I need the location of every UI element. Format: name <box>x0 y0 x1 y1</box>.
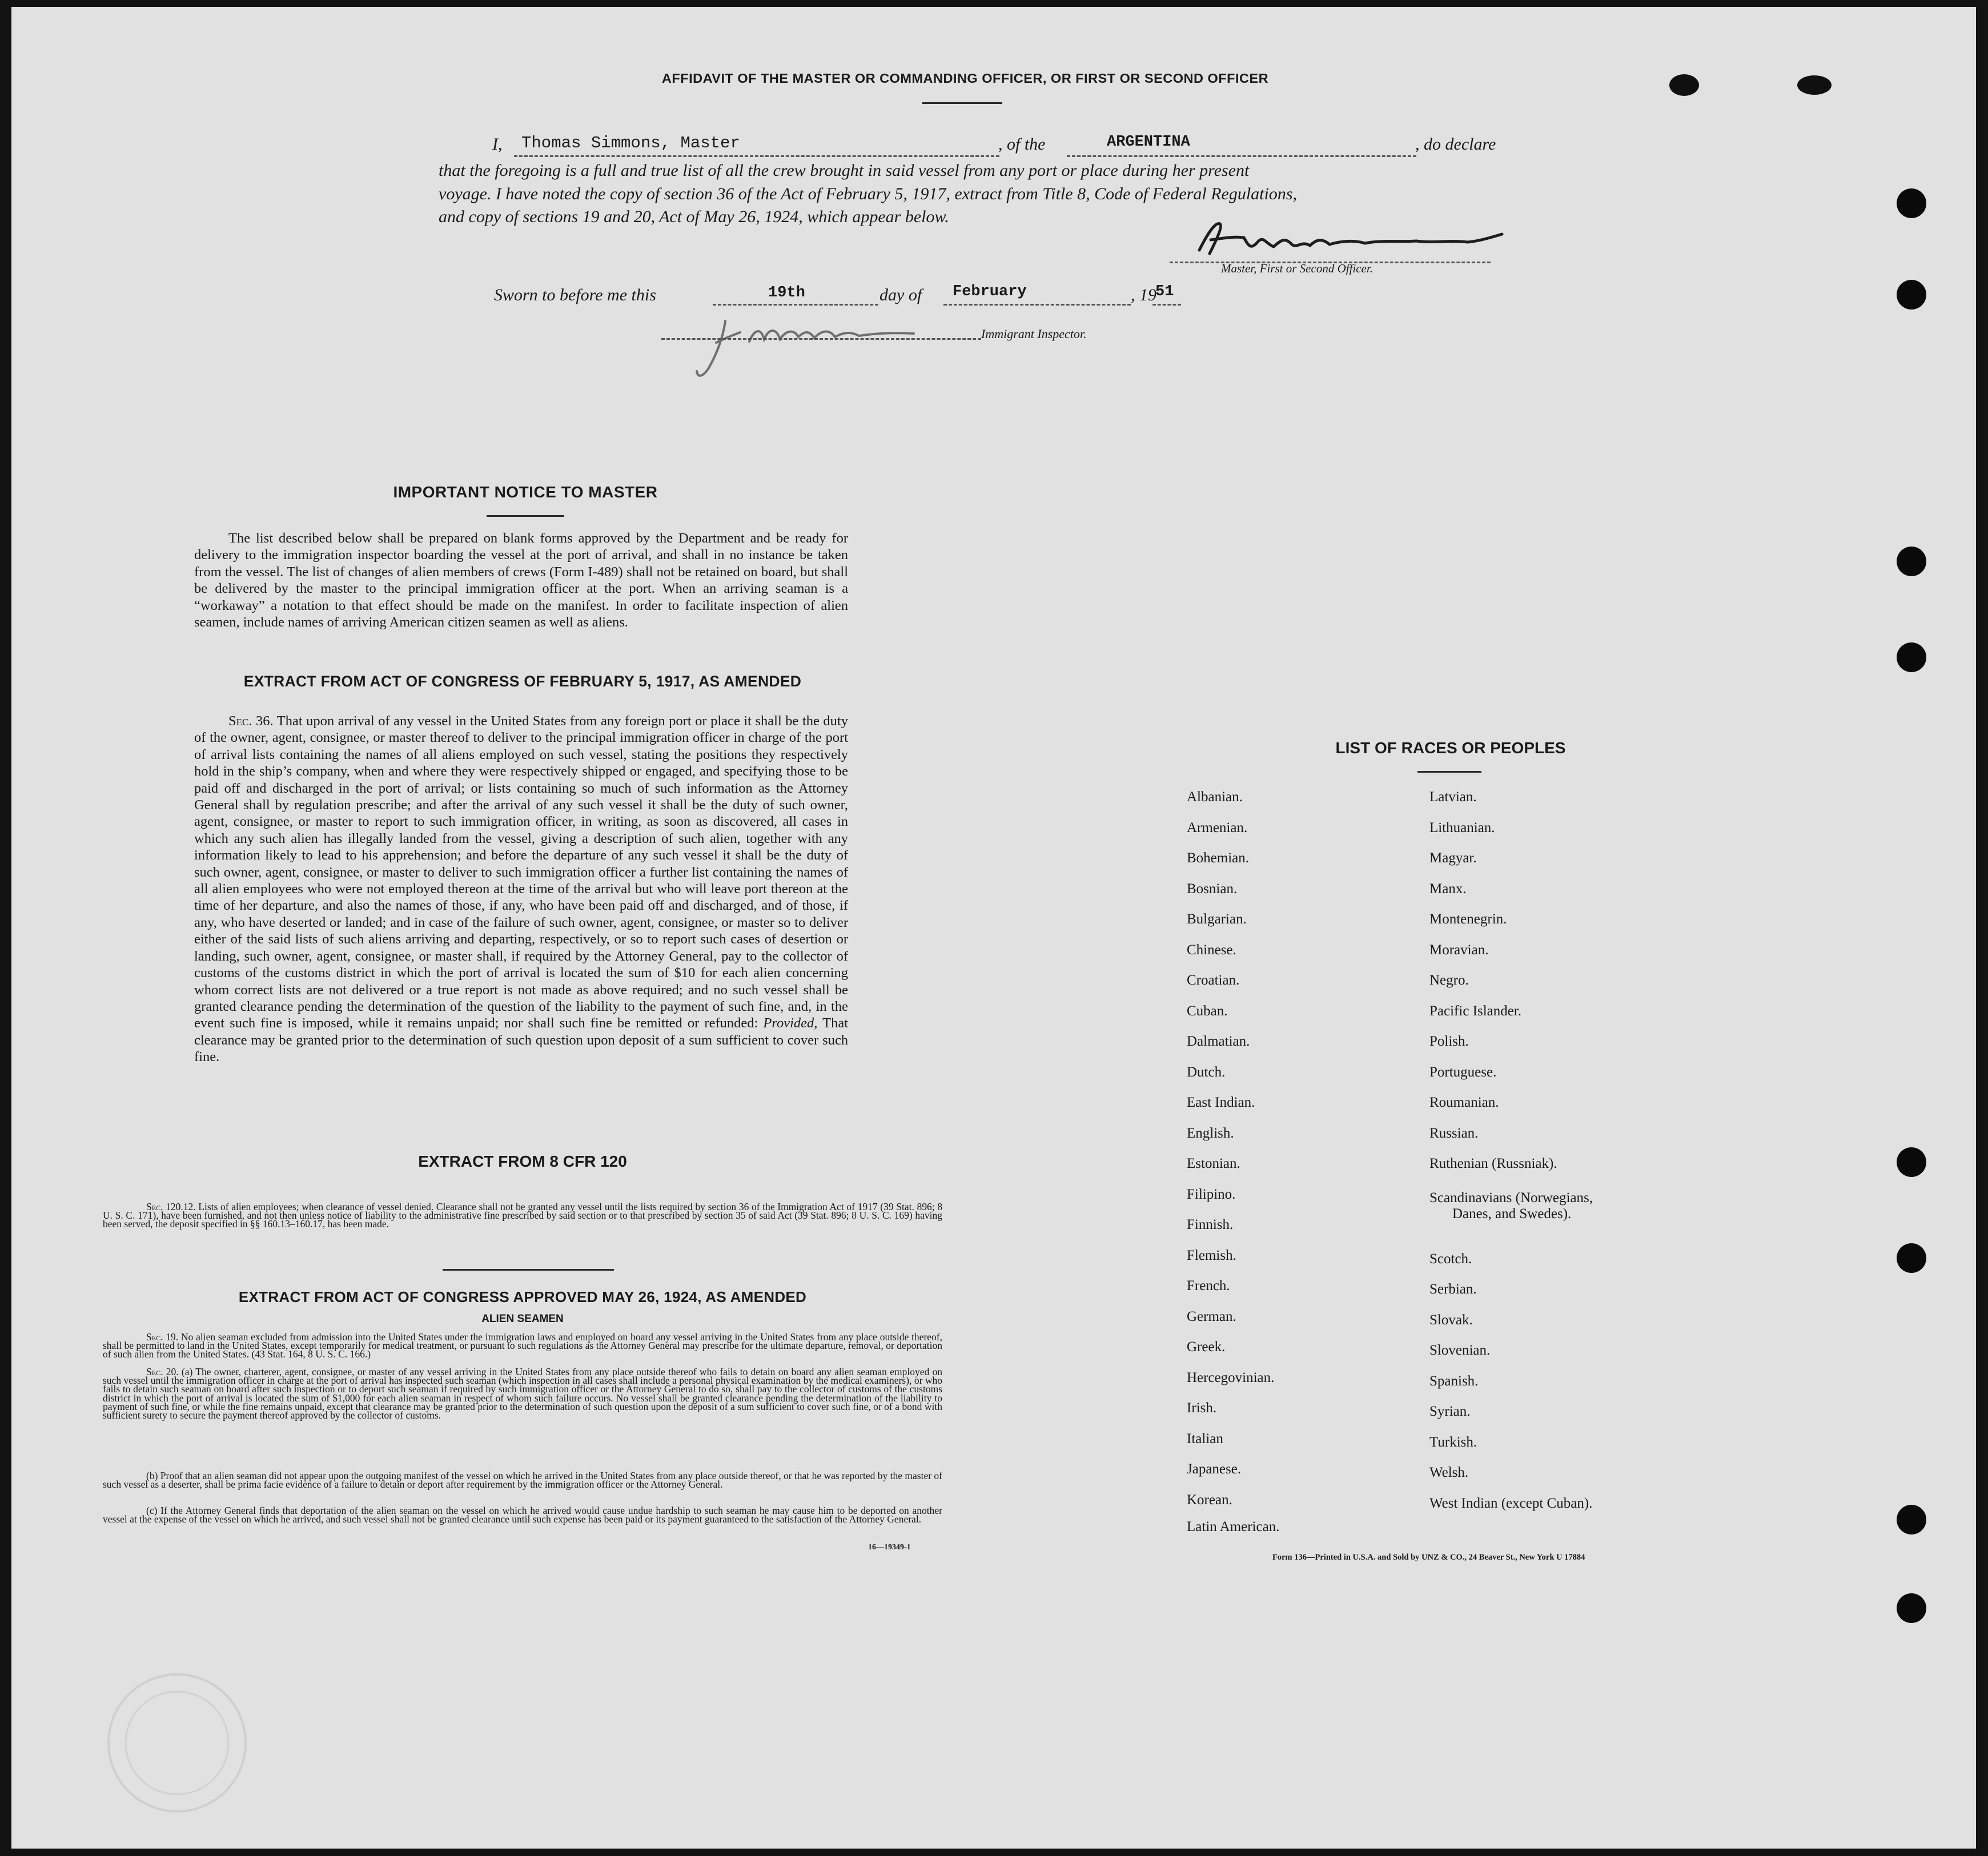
punch-hole <box>1897 1593 1926 1623</box>
race-item: Roumanian. <box>1429 1095 1499 1110</box>
master-caption: Master, First or Second Officer. <box>1221 262 1373 275</box>
section-20a-body: (a) The owner, charterer, agent, consignee, or master of any vessel arriving in the United States from any place outside thereof who fails to detain on board any alien seaman employed on such vessel until the immigration officer in charge at the port of arrival has inspected such seaman (which inspection in all cases shall include a personal physical examination by the medical examiners), or who fails to detain such seaman on board after such inspection or to deport such seaman if required by such immigration officer or the Attorney General to do so, shall pay to the collector of customs of the customs district in which the port of arrival is located the sum of $1,000 for each alien seaman in respect of whom such failure occurs. No vessel shall be granted clearance pending the determination of the liability to payment of such fine, or while the fine remains unpaid, except that clearance may be granted prior to the determination of such question upon the deposit of a sum sufficient to cover such fine, or of a bond with sufficient surety to secure the payment thereof approved by the collector of customs. <box>103 1366 942 1421</box>
master-signature <box>1194 217 1513 268</box>
race-item: Estonian. <box>1187 1156 1240 1171</box>
race-item-scandinavians <box>1429 1187 1593 1251</box>
of-the-label: , of the <box>998 135 1046 154</box>
punch-hole <box>1897 280 1926 310</box>
extract-1917-title: EXTRACT FROM ACT OF CONGRESS OF FEBRUARY 5, 1917, AS AMENDED <box>243 673 802 690</box>
section-19-body: No alien seaman excluded from admission into the United States under the immigration laws and employed on board any vessel arriving in the United States from any place outside thereof, shall be permitted to land in the United States, except temporarily for medical treatment, or pursuant to such regulations as the Attorney General may prescribe for the ultimate departure, removal, or deportation of such alien from the United States. (43 Stat. 164, 8 U. S. C. 166.) <box>103 1331 942 1360</box>
race-item-line: Danes, and Swedes). <box>1452 1206 1572 1222</box>
race-item: Bulgarian. <box>1187 911 1247 927</box>
races-title: LIST OF RACES OR PEOPLES <box>1335 739 1566 757</box>
inspector-caption: Immigrant Inspector. <box>981 327 1087 341</box>
sworn-label: Sworn to before me this <box>494 286 656 304</box>
race-item-line: Scandinavians (Norwegians, <box>1429 1190 1593 1206</box>
race-item: Irish. <box>1187 1400 1217 1416</box>
title-divider <box>922 102 1002 104</box>
race-item: Montenegrin. <box>1429 911 1507 927</box>
vessel-name: ARGENTINA <box>1107 134 1190 151</box>
race-item: Armenian. <box>1187 819 1248 835</box>
notice-text: The list described below shall be prepared on blank forms approved by the Department and be ready for delivery to the immigration inspector boarding the vessel at the port of arrival, and shall in no instance be taken from the vessel. The list of changes of alien members of crews (Form I-489) shall not be retained on board, but shall be delivered by the master to the principal immigration officer at the port. When an arriving seaman is a “workaway” a notation to that effect should be made on the manifest. In order to facilitate inspection of alien seamen, include names of arriving American citizen seamen as well as aliens. <box>194 531 848 630</box>
race-item: Russian. <box>1429 1125 1479 1141</box>
vessel-name-line <box>1067 155 1416 157</box>
sworn-month: February <box>953 283 1027 300</box>
race-item: Hercegovinian. <box>1187 1369 1275 1385</box>
sworn-day-line <box>713 304 878 306</box>
race-item: Portuguese. <box>1429 1064 1497 1080</box>
section-36-label: Sec. 36. <box>228 713 274 729</box>
race-item: French. <box>1187 1278 1230 1293</box>
race-item: Manx. <box>1429 881 1467 897</box>
cfr-section-body: Lists of alien employees; when clearance of vessel denied. Clearance shall not be granted any vessel until the lists required by section 36 of the Immigration Act of 1917 (39 Stat. 896; 8 U. S. C. 171), have been furnished, and not then unless notice of liability to the administrative fine prescribed by said section or to that prescribed by section 35 of said Act (39 Stat. 896; 8 U. S. C. 169) having been served, the deposit specified in §§ 160.13–160.17, has been made. <box>103 1201 943 1230</box>
alien-seamen-subtitle: ALIEN SEAMEN <box>481 1313 564 1325</box>
punch-hole <box>1897 1147 1926 1177</box>
inspector-signature <box>685 310 982 384</box>
section-20a-text <box>103 1368 942 1420</box>
race-item: Lithuanian. <box>1429 819 1495 835</box>
race-item: Slovak. <box>1429 1312 1473 1328</box>
race-item: Slovenian. <box>1429 1343 1491 1358</box>
cfr-section-label: Sec. 120.12. <box>146 1201 196 1212</box>
race-item: Italian <box>1187 1431 1223 1447</box>
race-item: Welsh. <box>1429 1465 1469 1480</box>
notice-title: IMPORTANT NOTICE TO MASTER <box>393 483 658 501</box>
race-item: Albanian. <box>1187 789 1243 805</box>
sworn-year: 51 <box>1155 283 1174 300</box>
race-item: Scotch. <box>1429 1251 1472 1267</box>
race-item: Serbian. <box>1429 1281 1477 1297</box>
race-item: Pacific Islander. <box>1429 1003 1522 1019</box>
race-item: Greek. <box>1187 1339 1226 1355</box>
sworn-day: 19th <box>768 284 805 302</box>
races-right-column <box>1429 789 1593 1526</box>
race-item: Dalmatian. <box>1187 1034 1250 1049</box>
extract-1924-title: EXTRACT FROM ACT OF CONGRESS APPROVED MAY 26, 1924, AS AMENDED <box>238 1288 807 1305</box>
sworn-year-line <box>1152 304 1181 306</box>
punch-hole <box>1897 547 1926 576</box>
ink-blot <box>1797 75 1832 95</box>
section-20c-text: (c) If the Attorney General finds that deportation of the alien seaman on the vessel on which he arrived would cause undue hardship to such seaman he may cause him to be deported on another vessel at the expense of the vessel on which he arrived, and such vessel shall not be granted clearance until such expense has been paid or its payment guaranteed to the satisfaction of the Attorney General. <box>103 1505 942 1525</box>
race-item: Polish. <box>1429 1034 1469 1049</box>
section-20b-text: (b) Proof that an alien seaman did not appear upon the outgoing manifest of the vessel on which he arrived in the United States from any place outside thereof, or that he was reported by the master of such vessel as a deserter, shall be prima facie evidence of a failure to detain or deport after requirement by the immigration officer or the Attorney General. <box>103 1470 942 1491</box>
race-item: Spanish. <box>1429 1373 1479 1389</box>
section-20-label: Sec. 20. <box>146 1366 179 1377</box>
race-item: Cuban. <box>1187 1003 1228 1019</box>
embossed-seal <box>86 1657 268 1829</box>
race-item: Bosnian. <box>1187 881 1238 897</box>
punch-hole <box>1897 1505 1926 1534</box>
race-item: Finnish. <box>1187 1217 1234 1232</box>
race-item: German. <box>1187 1308 1236 1324</box>
inspector-signature-line <box>661 338 981 340</box>
cfr-text <box>103 1203 942 1229</box>
provided-keyword: Provided, <box>763 1015 818 1031</box>
race-item: Croatian. <box>1187 973 1240 988</box>
race-item: Japanese. <box>1187 1461 1242 1477</box>
form-footer: Form 136—Printed in U.S.A. and Sold by UNZ & CO., 24 Beaver St., New York U 17884 <box>1272 1553 1585 1562</box>
race-item: Latvian. <box>1429 789 1477 805</box>
affidavit-title: AFFIDAVIT OF THE MASTER OR COMMANDING OFFICER, OR FIRST OR SECOND OFFICER <box>661 71 1269 86</box>
race-item: English. <box>1187 1125 1234 1141</box>
document-sheet <box>11 7 1976 1849</box>
i-label: I, <box>492 135 503 154</box>
punch-hole <box>1897 1243 1926 1273</box>
races-divider <box>1417 771 1481 773</box>
race-item: Latin American. <box>1187 1519 1280 1534</box>
cfr-title: EXTRACT FROM 8 CFR 120 <box>418 1152 627 1170</box>
print-code: 16—19349-1 <box>868 1543 911 1552</box>
affidavit-body-line: voyage. I have noted the copy of section 36 of the Act of February 5, 1917, extract from Title 8, Code of Federal Regulations, <box>439 184 1298 203</box>
race-item: Flemish. <box>1187 1247 1236 1263</box>
master-name-line <box>514 155 999 157</box>
do-declare-label: , do declare <box>1415 135 1496 154</box>
race-item: Negro. <box>1429 973 1469 988</box>
races-left-column <box>1187 789 1279 1535</box>
race-item: Chinese. <box>1187 942 1236 958</box>
punch-hole <box>1897 188 1926 218</box>
race-item: Dutch. <box>1187 1064 1226 1080</box>
race-item: Ruthenian (Russniak). <box>1429 1156 1557 1171</box>
day-of-label: day of <box>879 286 922 304</box>
race-item: Syrian. <box>1429 1404 1471 1419</box>
section-19-text <box>103 1333 942 1359</box>
section-36-proviso: That clearance may be granted prior to the determination of such question upon deposit of a sum sufficient to cover such fine. <box>194 1015 849 1065</box>
master-name: Thomas Simmons, Master <box>521 134 740 152</box>
race-item: East Indian. <box>1187 1095 1255 1110</box>
race-item: Magyar. <box>1429 850 1477 866</box>
affidavit-body-line: and copy of sections 19 and 20, Act of May 26, 1924, which appear below. <box>439 207 949 226</box>
section-36-body: That upon arrival of any vessel in the United States from any foreign port or place it shall be the duty of the owner, agent, consignee, or master thereof to deliver to the principal immigration officer in charge of the port of arrival lists containing the names of all aliens employed on such vessel, stating the positions they respectively hold in the ship’s company, when and where they were respectively shipped or engaged, and specifying those to be paid off and discharged in the port of arrival; or lists containing so much of such information as the Attorney General shall by regulation prescribe; and after the arrival of any such vessel it shall be the duty of such owner, agent, consignee, or master to report to such immigration officer, in writing, as soon as discovered, all cases in which any such alien has illegally landed from the vessel, giving a description of such alien, together with any information likely to lead to his apprehension; and before the departure of any such vessel it shall be the duty of such owner, agent, consignee, or master to deliver to such immigration officer a further list containing the names of all alien employees who were not employed thereon at the time of the arrival but who will leave port thereon at the time of her departure, and also the names of those, if any, who have been paid off and discharged, and of those, if any, who have deserted or landed; and in case of the failure of such owner, agent, consignee, or master so to deliver either of the said lists of such aliens arriving and departing, respectively, or so to report such cases of desertion or landing, such owner, agent, consignee, or master shall, if required by the Attorney General, pay to the collector of customs of the customs district in which the port of arrival is located the sum of $10 for each alien concerning whom correct lists are not delivered or a true report is not made as above required; and no such vessel shall be granted clearance pending the determination of the question of the liability to the payment of such fine, and, in the event such fine is imposed, while it remains unpaid; nor shall such fine be remitted or refunded: <box>194 713 848 1031</box>
race-item: West Indian (except Cuban). <box>1429 1495 1593 1511</box>
notice-divider <box>487 515 564 517</box>
section-19-label: Sec. 19. <box>146 1331 179 1343</box>
sworn-month-line <box>943 304 1131 306</box>
race-item: Filipino. <box>1187 1186 1236 1202</box>
race-item: Korean. <box>1187 1492 1232 1508</box>
cfr-divider <box>443 1269 614 1271</box>
race-item: Bohemian. <box>1187 850 1250 866</box>
year-prefix: , 19 <box>1131 286 1156 304</box>
section-36-text <box>194 713 848 1066</box>
ink-blot <box>1669 74 1699 96</box>
affidavit-body-line: that the foregoing is a full and true list of all the crew brought in said vessel from any port or place during her present <box>439 161 1250 180</box>
race-item: Moravian. <box>1429 942 1489 958</box>
punch-hole <box>1897 642 1926 672</box>
race-item: Turkish. <box>1429 1434 1477 1450</box>
